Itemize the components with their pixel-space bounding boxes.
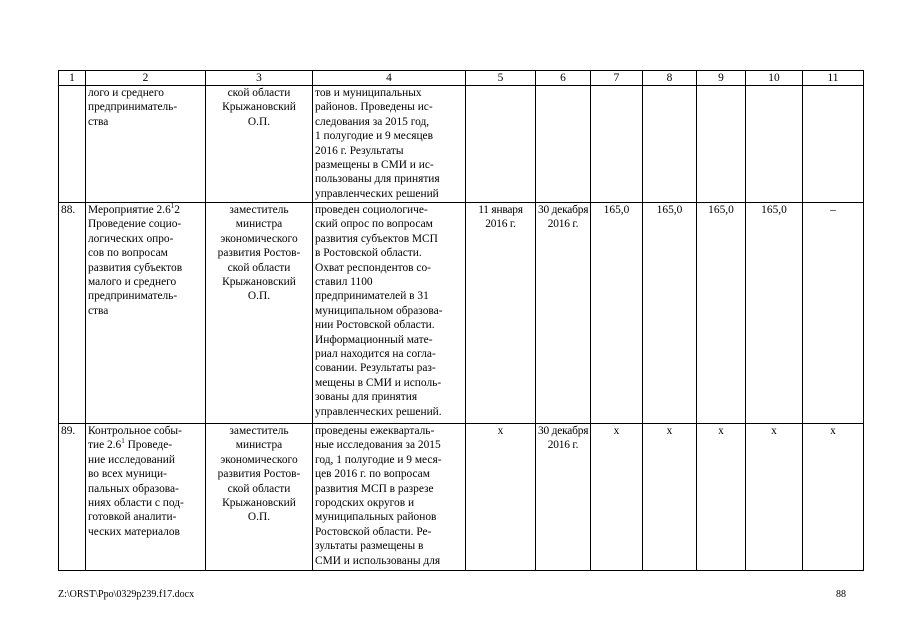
text-line: управленческих решений.	[315, 405, 442, 418]
value-cell: 165,0	[697, 203, 746, 424]
value-cell: –	[803, 203, 864, 424]
executor-cell	[206, 203, 313, 424]
empty-cell	[803, 86, 864, 203]
text-line: предприниматель-	[88, 290, 178, 303]
superscript: 1	[121, 437, 125, 446]
header-cell: 10	[746, 71, 803, 86]
value-cell: x	[803, 424, 864, 571]
text-line: ние исследований	[88, 453, 175, 466]
text-line: ческих материалов	[88, 525, 180, 538]
empty-cell	[536, 86, 591, 203]
event-title-suffix: 2	[174, 204, 180, 216]
text-line: развития МСП в разрезе	[315, 482, 434, 495]
value-cell: 165,0	[591, 203, 643, 424]
start-date-cell	[466, 203, 536, 424]
text-line: ные исследования за 2015	[315, 439, 441, 452]
start-date-cell: x	[466, 424, 536, 571]
end-date-cell	[536, 203, 591, 424]
header-cell: 9	[697, 71, 746, 86]
text-line: малого и среднего	[88, 276, 177, 289]
result-cell	[313, 424, 466, 571]
text-line: логических опро-	[88, 232, 174, 245]
row-number-cell: 88.	[59, 203, 86, 424]
text-line: пользованы для принятия	[315, 173, 440, 186]
text-line: 1 полугодие и 9 месяцев	[315, 130, 433, 143]
main-table	[58, 70, 864, 571]
footer-page-number: 88	[836, 589, 846, 600]
text-line: проведен социологиче-	[315, 204, 428, 216]
text-line: ства	[88, 304, 109, 317]
text-line: Крыжановский	[222, 497, 296, 510]
text-line: заместитель	[229, 425, 289, 437]
text-line: готовкой аналити-	[88, 511, 177, 524]
value-cell: x	[697, 424, 746, 571]
empty-cell	[746, 86, 803, 203]
result-cell	[313, 86, 466, 203]
superscript: 1	[170, 202, 175, 210]
text-line: 2016 г.	[485, 218, 516, 231]
value-cell: x	[746, 424, 803, 571]
text-line: Ростовской области. Ре-	[315, 525, 432, 538]
text-line: ский опрос по вопросам	[315, 218, 433, 231]
table-row-89	[59, 424, 864, 571]
text-line: О.П.	[247, 290, 271, 303]
row-number-cell: 89.	[59, 424, 86, 571]
text-line: зультаты размещены в	[315, 540, 424, 553]
table-row-continuation	[59, 86, 864, 203]
header-cell: 7	[591, 71, 643, 86]
text-line: заместитель	[229, 204, 289, 216]
text-line: во всех муници-	[88, 468, 167, 481]
text-line: О.П.	[247, 511, 271, 524]
text-line: мещены в СМИ и исполь-	[315, 376, 442, 389]
text-line: ства	[88, 115, 109, 128]
text-line: развития Ростов-	[217, 468, 301, 481]
header-cell: 5	[466, 71, 536, 86]
text-line: городских округов и	[315, 497, 415, 510]
event-name-cell	[86, 424, 206, 571]
text-line: 2016 г.	[547, 439, 579, 452]
value-cell: 165,0	[746, 203, 803, 424]
event-title: тие 2.6	[88, 439, 122, 452]
value-cell: 165,0	[643, 203, 697, 424]
text-line: 2016 г.	[547, 218, 579, 231]
text-line: 2016 г. Результаты	[315, 144, 404, 157]
text-line: сов по вопросам	[88, 247, 168, 260]
text-line: ской области	[227, 482, 291, 495]
text-line: Контрольное собы-	[88, 425, 182, 437]
text-line: Информационный мате-	[315, 333, 433, 346]
text-line: риал находится на согла-	[315, 348, 436, 361]
empty-cell	[643, 86, 697, 203]
header-cell: 1	[59, 71, 86, 86]
text-line: Крыжановский	[222, 276, 296, 289]
text-line: экономического	[220, 232, 298, 245]
empty-cell	[466, 86, 536, 203]
text-line: ставил 1100	[315, 276, 373, 289]
empty-cell	[697, 86, 746, 203]
text-line: пальных образова-	[88, 482, 179, 495]
text-line: муниципальных районов	[315, 511, 437, 524]
text-line: ской области	[227, 87, 291, 99]
text-line: районов. Проведены ис-	[315, 101, 433, 114]
text-line: 30 декабря	[538, 425, 589, 437]
header-row	[59, 71, 864, 86]
text-line: предприниматель-	[88, 101, 178, 114]
executor-cell	[206, 424, 313, 571]
result-cell	[313, 203, 466, 424]
text-line: лого и среднего	[88, 87, 164, 99]
text-line: Крыжановский	[222, 101, 296, 114]
header-cell: 3	[206, 71, 313, 86]
text-line: ниях области с под-	[88, 497, 184, 510]
text-line	[88, 203, 203, 217]
value-cell: x	[591, 424, 643, 571]
text-line: тов и муниципальных	[315, 87, 422, 99]
header-cell: 2	[86, 71, 206, 86]
text-line: ской области	[227, 261, 291, 274]
text-line: год, 1 полугодие и 9 меся-	[315, 453, 442, 466]
header-cell: 6	[536, 71, 591, 86]
event-title-suffix: Проведе-	[124, 439, 173, 452]
text-line: следования за 2015 год,	[315, 115, 430, 128]
text-line: Проведение социо-	[88, 218, 182, 231]
text-line: министра	[235, 439, 283, 452]
header-cell: 8	[643, 71, 697, 86]
text-line: экономического	[220, 453, 298, 466]
header-cell: 4	[313, 71, 466, 86]
header-cell: 11	[803, 71, 864, 86]
text-line: 11 января	[478, 204, 523, 216]
text-line: муниципальном образова-	[315, 304, 443, 317]
text-line: министра	[235, 218, 283, 231]
text-line: развития Ростов-	[217, 247, 301, 260]
text-line: нии Ростовской области.	[315, 319, 435, 332]
text-line: 30 декабря	[538, 204, 589, 216]
text-line: развития субъектов МСП	[315, 232, 438, 245]
table-row-88	[59, 203, 864, 424]
text-line: совании. Результаты раз-	[315, 362, 436, 375]
event-name-cell	[86, 203, 206, 424]
text-line: зованы для принятия	[315, 391, 418, 404]
text-line: цев 2016 г. по вопросам	[315, 468, 430, 481]
text-line: в Ростовской области.	[315, 247, 422, 260]
text-line: развития субъектов	[88, 261, 183, 274]
row-number-cell	[59, 86, 86, 203]
empty-cell	[591, 86, 643, 203]
text-line: размещены в СМИ и ис-	[315, 159, 434, 172]
text-line	[88, 438, 203, 452]
text-line: проведены ежекварталь-	[315, 425, 435, 437]
text-line: Охват респондентов со-	[315, 261, 431, 274]
end-date-cell	[536, 424, 591, 571]
footer-file-path: Z:\ORST\Ppo\0329p239.f17.docx	[58, 589, 195, 600]
text-line: О.П.	[247, 115, 271, 128]
event-name-cell	[86, 86, 206, 203]
text-line: управленческих решений	[315, 187, 439, 200]
text-line: предпринимателей в 31	[315, 290, 429, 303]
value-cell: x	[643, 424, 697, 571]
event-title: Мероприятие 2.6	[88, 204, 171, 216]
executor-cell	[206, 86, 313, 203]
text-line: СМИ и использованы для	[315, 554, 441, 567]
